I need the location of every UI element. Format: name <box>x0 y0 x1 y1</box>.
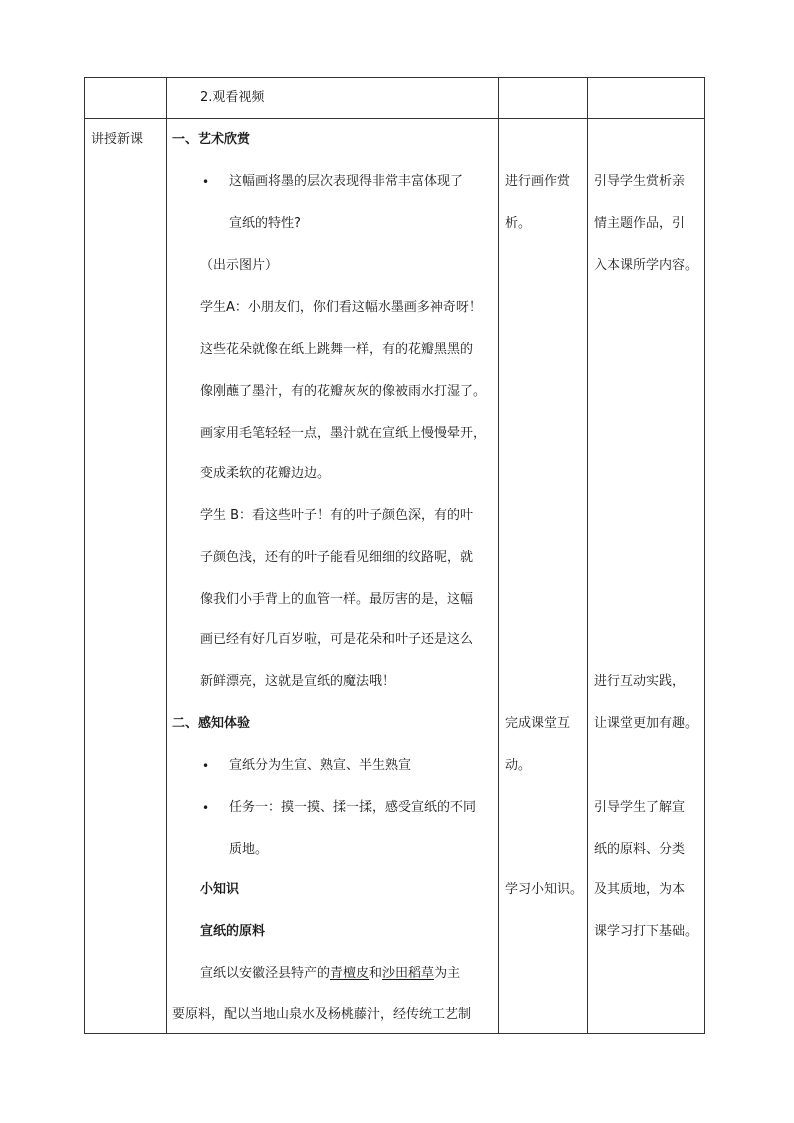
question-line: 宣纸的特性? <box>229 216 301 231</box>
student-activity-text: 学习小知识。 <box>505 882 584 897</box>
table-border-top <box>84 77 705 78</box>
design-intent-text: 进行互动实践， <box>594 674 686 689</box>
tip-title: 小知识 <box>200 882 240 897</box>
design-intent-text: 课学习打下基础。 <box>594 924 699 939</box>
task-line: 任务一：摸一摸、揉一揉，感受宣纸的不同 <box>229 800 477 815</box>
student-b-line: 新鲜漂亮，这就是宣纸的魔法哦！ <box>200 674 396 689</box>
materials-text: 为主 <box>434 966 461 981</box>
bullet-icon: • <box>202 175 210 189</box>
table-border-right <box>704 77 705 1034</box>
materials-underlined-term: 沙田稻草 <box>382 966 435 981</box>
design-intent-text: 纸的原料、分类 <box>594 842 686 857</box>
materials-text: 和 <box>369 966 383 981</box>
section-title-art-appreciation: 一、艺术欣赏 <box>172 132 251 147</box>
student-b-line: 学生 B：看这些叶子！有的叶子颜色深，有的叶 <box>200 508 474 523</box>
materials-paragraph-line: 要原料，配以当地山泉水及杨桃藤汁，经传统工艺制 <box>172 1007 472 1022</box>
tip-subtitle: 宣纸的原料 <box>200 924 266 939</box>
design-intent-text: 情主题作品，引 <box>594 216 686 231</box>
stage-label: 讲授新课 <box>91 132 144 147</box>
step-watch-video: 2.观看视频 <box>200 90 265 105</box>
question-line: 这幅画将墨的层次表现得非常丰富体现了 <box>229 174 464 189</box>
student-b-line: 画已经有好几百岁啦，可是花朵和叶子还是这么 <box>200 632 474 647</box>
student-b-line: 子颜色浅，还有的叶子能看见细细的纹路呢，就 <box>200 550 474 565</box>
table-column-divider <box>166 77 167 1034</box>
student-activity-text: 动。 <box>505 758 532 773</box>
materials-paragraph-line <box>200 966 460 982</box>
bullet-icon: • <box>202 801 210 815</box>
design-intent-text: 引导学生了解宣 <box>594 800 686 815</box>
design-intent-text: 及其质地，为本 <box>594 882 686 897</box>
table-column-divider <box>498 77 499 1034</box>
task-line: 质地。 <box>229 842 269 857</box>
table-column-divider <box>587 77 588 1034</box>
student-activity-text: 完成课堂互 <box>505 716 571 731</box>
student-a-line: 像刚蘸了墨汁，有的花瓣灰灰的像被雨水打湿了。 <box>200 384 487 399</box>
section-title-perception: 二、感知体验 <box>172 716 251 731</box>
materials-text: 宣纸以安徽泾县特产的 <box>200 966 331 981</box>
student-a-line: 变成柔软的花瓣边边。 <box>200 466 331 481</box>
table-border-left <box>84 77 85 1034</box>
design-intent-text: 入本课所学内容。 <box>594 258 699 273</box>
design-intent-text: 引导学生赏析亲 <box>594 174 686 189</box>
paper-types-line: 宣纸分为生宣、熟宣、半生熟宣 <box>229 758 412 773</box>
bullet-icon: • <box>202 759 210 773</box>
student-activity-text: 析。 <box>505 216 532 231</box>
materials-underlined-term: 青檀皮 <box>330 966 370 981</box>
show-image-note: （出示图片） <box>200 258 279 273</box>
design-intent-text: 让课堂更加有趣。 <box>594 716 699 731</box>
table-border-bottom <box>84 1033 705 1034</box>
student-b-line: 像我们小手背上的血管一样。最厉害的是，这幅 <box>200 592 474 607</box>
student-a-line: 这些花朵就像在纸上跳舞一样，有的花瓣黑黑的 <box>200 342 474 357</box>
student-a-line: 画家用毛笔轻轻一点，墨汁就在宣纸上慢慢晕开， <box>200 426 487 441</box>
student-a-line: 学生A：小朋友们，你们看这幅水墨画多神奇呀！ <box>200 300 482 315</box>
table-row-divider <box>84 118 705 119</box>
student-activity-text: 进行画作赏 <box>505 174 571 189</box>
